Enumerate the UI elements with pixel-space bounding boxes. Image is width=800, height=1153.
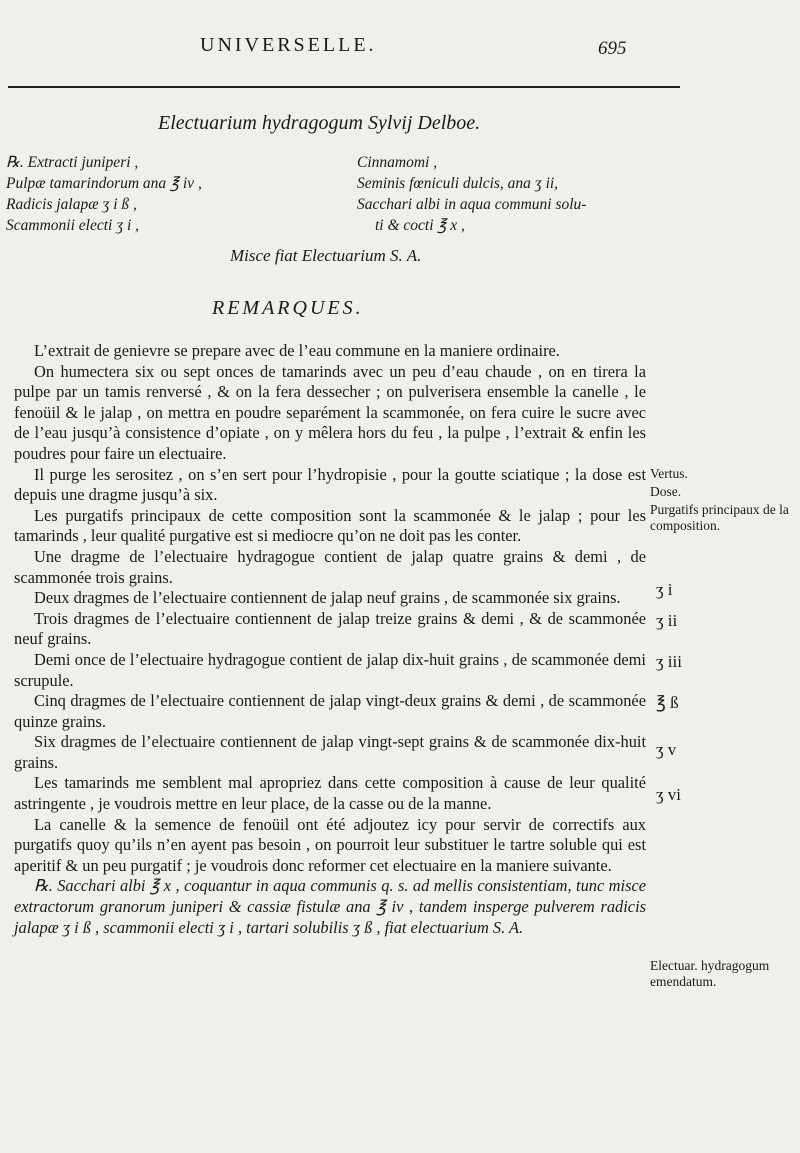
- recipe-line: Cinnamomi ,: [357, 154, 438, 171]
- running-title: UNIVERSELLE.: [200, 34, 377, 56]
- margin-note-purgatifs: Purgatifs principaux de la composition.: [650, 502, 789, 533]
- page-number: 695: [598, 38, 627, 59]
- paragraph: Cinq dragmes de l’electuaire contiennent de jalap vingt-deux grains & demi , de scammonée quinze grains.: [14, 691, 646, 731]
- final-recipe: ℞. Sacchari albi ℥ x , coquantur in aqua communis q. s. ad mellis consistentiam, tunc misce extractorum granorum juniperi & cassiæ fistulæ ana ℥ iv , tandem insperge pulverem radicis jalapæ ʒ i ß , scammonii electi ʒ i , tartari solubilis ʒ ß , fiat electuarium S. A.: [14, 876, 646, 937]
- paragraph: Trois dragmes de l’electuaire contiennent de jalap treize grains & demi , & de scammonée neuf grains.: [14, 608, 646, 649]
- recipe-line: Seminis fœniculi dulcis, ana ʒ ii,: [357, 175, 559, 192]
- dose-mark: ʒ i: [656, 580, 673, 599]
- recipe-title: Electuarium hydragogum Sylvij Delboe.: [158, 112, 481, 134]
- dose-mark: ʒ v: [656, 740, 677, 759]
- paragraph: Il purge les serositez , on s’en sert pour l’hydropisie , pour la goutte sciatique ; la dose est depuis une dragme jusqu’à six.: [14, 464, 646, 505]
- paragraph: Une dragme de l’electuaire hydragogue contient de jalap quatre grains & demi , de scammonée trois grains.: [14, 546, 646, 587]
- body-text: [14, 341, 646, 938]
- margin-note-electuarium: Electuar. hydragogum emendatum.: [650, 958, 770, 989]
- recipe-line: Radicis jalapæ ʒ i ß ,: [6, 196, 137, 213]
- margin-note-dose: Dose.: [650, 484, 682, 499]
- dose-mark: ʒ ii: [656, 611, 678, 630]
- recipe-line: ℞. Extracti juniperi ,: [6, 154, 139, 171]
- recipe-line: Scammonii electi ʒ i ,: [6, 217, 139, 234]
- dose-mark: ʒ iii: [656, 652, 682, 671]
- paragraph: Les purgatifs principaux de cette composition sont la scammonée & le jalap ; pour les tamarinds , leur qualité purgative est si mediocre qu’on ne doit pas les conter.: [14, 505, 646, 546]
- paragraph: L’extrait de genievre se prepare avec de l’eau commune en la maniere ordinaire.: [34, 341, 560, 360]
- recipe-right-column: [357, 152, 657, 236]
- remarques-heading: REMARQUES.: [212, 297, 364, 319]
- paragraph: La canelle & la semence de fenoüil ont été adjoutez icy pour servir de correctifs aux purgatifs quoy qu’ils n’en ayent pas besoin , on pourroit leur substituer le tartre soluble qui est aperitif & un peu purgatif ; je voudrois donc reformer cet electuaire en la maniere suivante.: [14, 814, 646, 875]
- dose-mark: ℥ ß: [656, 693, 679, 712]
- paragraph: On humectera six ou sept onces de tamarinds avec un peu d’eau chaude , on en tirera la pulpe par un tamis renversé , & on la fera dessecher ; on pulverisera ensemble la canelle , le fenoüil & le jalap , on mettra en poudre separément la scammonée, on fera cuire le sucre avec de l’eau jusqu’à consistence d’opiate , on y mêlera hors du feu , la pulpe , l’extrait & enfin les poudres pour faire un electuaire.: [14, 361, 646, 463]
- page-header: [0, 28, 800, 68]
- margin-note-vertus: Vertus.: [650, 466, 688, 481]
- paragraph: Demi once de l’electuaire hydragogue contient de jalap dix-huit grains , de scammonée demi scrupule.: [14, 649, 646, 690]
- paragraph: Les tamarinds me semblent mal apropriez dans cette composition à cause de leur qualité astringente , je voudrois mettre en leur place, de la casse ou de la manne.: [14, 773, 646, 814]
- recipe-left-column: [6, 152, 336, 236]
- paragraph: Deux dragmes de l’electuaire contiennent de jalap neuf grains , de scammonée six grains.: [34, 588, 621, 608]
- recipe-line: Pulpæ tamarindorum ana ℥ iv ,: [6, 175, 202, 192]
- dose-mark: ʒ vi: [656, 785, 682, 804]
- paragraph: Six dragmes de l’electuaire contiennent de jalap vingt-sept grains & de scammonée dix-huit grains.: [14, 732, 646, 772]
- misce-line: Misce fiat Electuarium S. A.: [230, 246, 422, 265]
- recipe-line: ti & cocti ℥ x ,: [375, 217, 465, 234]
- recipe-line: Sacchari albi in aqua communi solu-: [357, 196, 587, 213]
- header-rule: [8, 86, 680, 88]
